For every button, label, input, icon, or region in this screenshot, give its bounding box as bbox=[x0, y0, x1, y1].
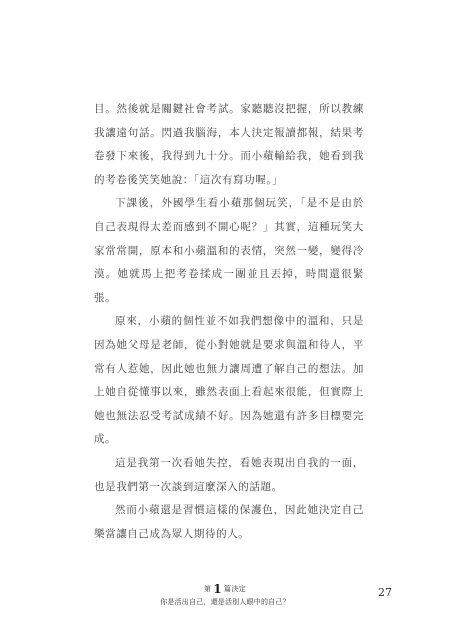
page-footer bbox=[0, 574, 450, 614]
chapter-suffix: 篇決定 bbox=[223, 585, 247, 593]
paragraph-3: 原來，小蘋的個性並不如我們想像中的溫和，只是因為她父母是老師，從小對她就是要求與溫和待人，平常有人惹她，因此她也無力讓周遭了解自己的想法。加上她自從懂事以來，雖然表面上看起來很能，但實際上她也無法忍受考試成績不好。因為她還有許多目標要完成。 bbox=[94, 315, 364, 446]
chapter-prefix: 第 bbox=[203, 585, 212, 593]
chapter-number: 1 bbox=[213, 582, 222, 596]
paragraph-1: 目。然後就是關鍵社會考試。家聽聽沒把握，所以教練我讓遠句話。閃過我腦海，本人決定報讀都報，結果考卷發下來後，我得到九十分。而小蘋輸給我，她看到我的考卷後笑笑她說：「這次有寫功喔。」 bbox=[94, 103, 364, 186]
paragraph-5: 然而小蘋還是習慣這樣的保護色，因此她決定自己樂當讓自己成為眾人期待的人。 bbox=[94, 504, 364, 540]
chapter-subtitle: 你是活出自己，還是活別人眼中的自己？ bbox=[160, 598, 290, 606]
page-number: 27 bbox=[378, 586, 392, 599]
chapter-title bbox=[204, 584, 246, 594]
paragraph-2: 下課後，外國學生看小蘋那個玩笑，「是不是由於自己表現得太差而感到不開心呢？」其實，這種玩笑大家常常開，原本和小蘋溫和的表情，突然一變，變得冷漠。她就馬上把考卷揉成一團並且丟掉，時間還很緊張。 bbox=[94, 197, 364, 304]
body-text bbox=[94, 98, 364, 546]
chapter-heading bbox=[160, 576, 290, 607]
paragraph-4: 這是我第一次看她失控，看她表現出自我的一面，也是我們第一次談到這麼深入的話題。 bbox=[94, 456, 364, 493]
